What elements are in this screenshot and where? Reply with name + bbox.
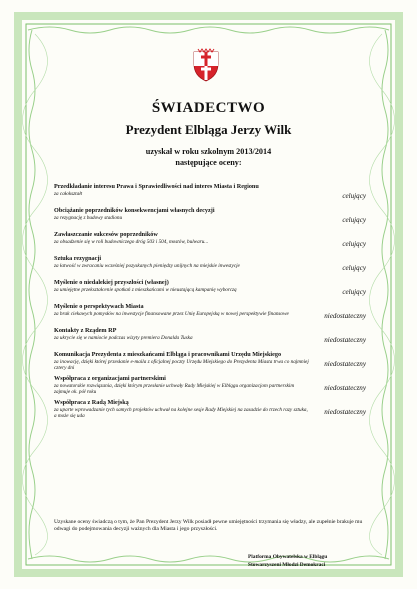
grade-item	[54, 183, 366, 207]
grade-description: za brak ciekawych pomysłów na inwestycje finansowane przez Unię Europejską w nowej perspektywie finansowe	[54, 311, 289, 317]
grade-mark: celujący	[342, 192, 366, 200]
grade-item	[54, 207, 366, 231]
grade-mark: celujący	[342, 288, 366, 296]
grade-description: za rezygnację z budowy stadionu	[54, 215, 123, 221]
grade-description: za łatwość w zwracaniu wcześniej pozyskanych pieniędzy unijnych na miejskie inwestycje	[54, 263, 240, 269]
grade-mark: niedostateczny	[324, 360, 366, 368]
grade-item	[54, 375, 366, 399]
grade-mark: niedostateczny	[324, 312, 366, 320]
signatory-po: Platforma Obywatelska w Elblągu	[248, 554, 328, 560]
certificate-title: ŚWIADECTWO	[151, 100, 266, 116]
grade-mark: niedostateczny	[324, 336, 366, 344]
grade-description: za nowatorskie rozwiązania, dzięki którym przesłanie uchwały Rady Miejskiej w Elblągu organizacjom partnerskim zajmuje ok. pół roku	[54, 383, 295, 396]
grade-subject: Obciążanie poprzedników konsekwencjami własnych decyzji	[54, 207, 215, 214]
grade-subject: Sztuka rezygnacji	[54, 255, 102, 262]
grade-item	[54, 399, 366, 423]
grade-description: za umiejętne przekształcenie spotkań z mieszkańcami w nieustającą kampanię wyborczą	[54, 287, 237, 293]
closing-text: Uzyskane oceny świadczą o tym, że Pan Prezydent Jerzy Wilk posiadł pewne umiejętności trzymania się władzy, ale zupełnie brakuje mu odwagi do podejmowania decyzji ważnych dla Miasta i jego przyszłości.	[54, 519, 363, 532]
grade-mark: celujący	[342, 264, 366, 272]
grades-list	[54, 183, 366, 423]
grade-item	[54, 255, 366, 279]
grade-mark: niedostateczny	[324, 384, 366, 392]
recipient-name: Prezydent Elbląga Jerzy Wilk	[125, 122, 292, 137]
elblag-coat-of-arms-icon	[192, 48, 220, 82]
grade-item	[54, 279, 366, 303]
grades-intro: następujące oceny:	[175, 158, 242, 167]
grade-description: za ukrycie się w namiocie podczas wizyty premiera Donalda Tuska	[54, 335, 193, 341]
grade-subject: Współpraca z Radą Miejską	[54, 399, 129, 406]
grade-subject: Współpraca z organizacjami partnerskimi	[54, 375, 166, 382]
grade-subject: Komunikacja Prezydenta z mieszkańcami Elbląga i pracownikami Urzędu Miejskiego	[54, 351, 282, 358]
grade-description: za całokształt	[54, 191, 83, 197]
grade-mark: celujący	[342, 216, 366, 224]
grade-item	[54, 351, 366, 375]
grade-item	[54, 303, 366, 327]
grade-mark: niedostateczny	[324, 408, 366, 416]
grade-description: za obsadzenie się w roli budowniczego dróg 503 i 504, mostów, bulwaru...	[54, 239, 209, 245]
grade-mark: celujący	[342, 240, 366, 248]
grade-subject: Przedkładanie interesu Prawa i Sprawiedliwości nad interes Miasta i Regionu	[54, 183, 259, 190]
grade-description: za inowację, dzięki której przesłanie e-maila z oficjalnej poczty Urzędu Miejskiego do Prezydenta Miasta trwa co najmniej cztery dni	[54, 359, 309, 372]
grade-description: za uparte wprowadzanie tych samych projektów uchwał na kolejne sesje Rady Miejskiej na zasadzie do trzech razy sztuka, a może się uda	[54, 407, 308, 420]
school-year-line: uzyskał w roku szkolnym 2013/2014	[145, 147, 272, 156]
grade-subject: Myślenie o perspektywach Miasta	[54, 303, 144, 310]
grade-subject: Kontakty z Rządem RP	[54, 327, 117, 334]
signatory-smd: Stowarzyszeni Młodzi Demokraci	[248, 562, 326, 568]
grade-item	[54, 327, 366, 351]
grade-subject: Myślenie o niedalekiej przyszłości (własnej)	[54, 279, 169, 286]
grade-item	[54, 231, 366, 255]
grade-subject: Zawłaszczanie sukcesów poprzedników	[54, 231, 158, 238]
